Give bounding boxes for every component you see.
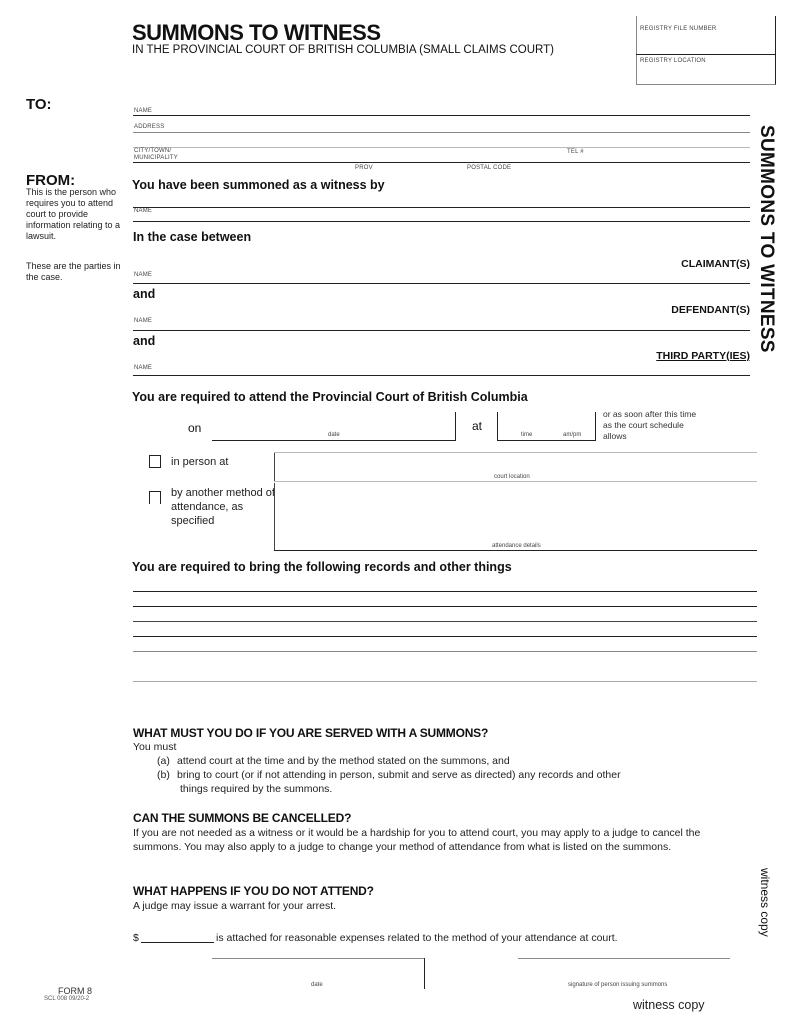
date-signature-top-line (212, 958, 424, 959)
court-location-sub-label: court location (494, 474, 530, 480)
attendance-time-input[interactable] (500, 415, 592, 431)
third-party-name-label: NAME (134, 365, 153, 371)
signature-label: signature of person issuing summons (568, 982, 668, 988)
to-address-line-2 (133, 147, 750, 148)
form-code: SCL 008 09/20-2 (44, 996, 90, 1002)
to-city-label-2: MUNICIPALITY (134, 155, 178, 161)
to-address-line (133, 132, 750, 133)
defendant-line (133, 330, 750, 331)
expenses-amount-line (141, 942, 214, 943)
to-city-input[interactable] (200, 149, 540, 162)
in-person-checkbox[interactable] (149, 455, 161, 468)
on-label: on (188, 421, 202, 435)
to-tel-input[interactable] (590, 149, 740, 162)
attendance-details-line (274, 550, 757, 551)
not-attend-text: A judge may issue a warrant for your arrest. (133, 900, 337, 912)
court-location-input[interactable] (280, 456, 750, 472)
must-do-intro: You must (133, 741, 177, 753)
at-label: at (472, 419, 483, 433)
case-between-heading: In the case between (133, 230, 252, 244)
to-address-input[interactable] (170, 118, 740, 131)
claimant-label: CLAIMANT(S) (681, 258, 750, 270)
summoned-by-heading: You have been summoned as a witness by (132, 178, 385, 192)
other-method-checkbox[interactable] (149, 491, 161, 504)
not-attend-heading: WHAT HAPPENS IF YOU DO NOT ATTEND? (133, 884, 374, 898)
ampm-sub-label: am/pm (563, 432, 582, 438)
registry-file-number-input[interactable] (640, 35, 772, 51)
schedule-note: or as soon after this time as the court schedule allows (603, 409, 697, 441)
claimant-name-label: NAME (134, 272, 153, 278)
time-sub-label: time (521, 432, 533, 438)
attendance-details-left-border (274, 483, 275, 551)
from-name-label: NAME (134, 208, 153, 214)
form-title: SUMMONS TO WITNESS (132, 20, 381, 45)
third-party-label: THIRD PARTY(IES) (656, 350, 750, 362)
form-number: FORM 8 (58, 986, 93, 996)
to-tel-label: TEL # (567, 149, 584, 155)
vertical-form-title: SUMMONS TO WITNESS (756, 125, 777, 353)
to-address-label: ADDRESS (134, 124, 165, 130)
defendant-label: DEFENDANT(S) (671, 304, 750, 316)
from-heading: FROM: (26, 172, 76, 189)
in-person-label: in person at (171, 456, 229, 468)
defendant-name-label: NAME (134, 318, 153, 324)
must-do-heading: WHAT MUST YOU DO IF YOU ARE SERVED WITH A SUMMONS? (133, 726, 489, 740)
registry-location-label: REGISTRY LOCATION (640, 58, 706, 64)
to-name-line (133, 115, 750, 116)
and-label-1: and (133, 287, 156, 301)
from-name-line-top (133, 207, 750, 208)
from-name-line (133, 221, 750, 222)
cancel-text: If you are not needed as a witness or it would be a hardship for you to attend court, you may apply to a judge to cancel the summons. You may also apply to a judge to change your method of attendance from what is listed on the summons. (133, 827, 701, 853)
signature-top-line (518, 958, 730, 959)
expenses-amount-input[interactable] (143, 929, 213, 942)
records-heading: You are required to bring the following records and other things (132, 560, 512, 574)
signature-field[interactable] (520, 961, 728, 979)
vertical-copy-label: witness copy (758, 868, 772, 937)
third-party-name-input[interactable] (170, 360, 630, 374)
must-do-item-b-continuation: things required by the summons. (180, 783, 333, 795)
to-city-label-1: CITY/TOWN/ (134, 148, 172, 154)
form-subtitle: IN THE PROVINCIAL COURT OF BRITISH COLUMBIA (SMALL CLAIMS COURT) (132, 44, 554, 56)
to-prov-label: PROV (355, 165, 373, 171)
third-party-line (133, 375, 750, 376)
attendance-details-sub-label: attendance details (492, 543, 541, 549)
to-heading: TO: (26, 96, 52, 113)
date-line (212, 440, 455, 441)
cancel-heading: CAN THE SUMMONS BE CANCELLED? (133, 811, 352, 825)
date-signature-right-border (424, 958, 425, 989)
copy-label: witness copy (633, 998, 705, 1012)
attendance-heading: You are required to attend the Provincial Court of British Columbia (132, 390, 528, 404)
court-location-line (274, 481, 757, 482)
currency-symbol: $ (133, 932, 139, 944)
signature-date-label: date (311, 982, 323, 988)
must-do-item-b-marker: (b) (157, 769, 170, 781)
date-right-border (455, 412, 456, 441)
registry-location-input[interactable] (640, 67, 772, 83)
court-location-top-line (274, 452, 757, 453)
attendance-date-input[interactable] (215, 415, 451, 431)
defendant-name-input[interactable] (170, 315, 630, 329)
records-input[interactable] (136, 578, 754, 678)
date-sub-label: date (328, 432, 340, 438)
claimant-line (133, 283, 750, 284)
other-method-label: by another method of attendance, as specified (171, 487, 275, 527)
to-name-input[interactable] (170, 102, 740, 115)
to-postal-code-label: POSTAL CODE (467, 165, 512, 171)
must-do-item-a-marker: (a) (157, 755, 170, 767)
expenses-text: is attached for reasonable expenses related to the method of your attendance at court. (216, 932, 618, 944)
to-city-line (133, 162, 750, 163)
attendance-details-input[interactable] (280, 487, 750, 539)
must-do-item-a-text: attend court at the time and by the method stated on the summons, and (177, 755, 510, 767)
signature-date-input[interactable] (216, 962, 420, 978)
records-line-6 (133, 681, 757, 682)
must-do-item-b-text: bring to court (or if not attending in person, submit and serve as directed) any records and other (177, 769, 621, 781)
court-location-left-border (274, 452, 275, 482)
time-line (497, 440, 596, 441)
time-right-border (595, 412, 596, 441)
from-note: This is the person who requires you to attend court to provide information relating to a lawsuit. (26, 187, 121, 241)
claimant-name-input[interactable] (170, 268, 630, 282)
from-name-input[interactable] (170, 194, 740, 207)
registry-file-number-label: REGISTRY FILE NUMBER (640, 26, 717, 32)
to-address-line-2-input[interactable] (170, 134, 740, 147)
time-left-border (497, 412, 498, 441)
registry-divider (636, 54, 776, 55)
to-name-label: NAME (134, 108, 153, 114)
parties-note: These are the parties in the case. (26, 261, 121, 282)
and-label-2: and (133, 334, 156, 348)
